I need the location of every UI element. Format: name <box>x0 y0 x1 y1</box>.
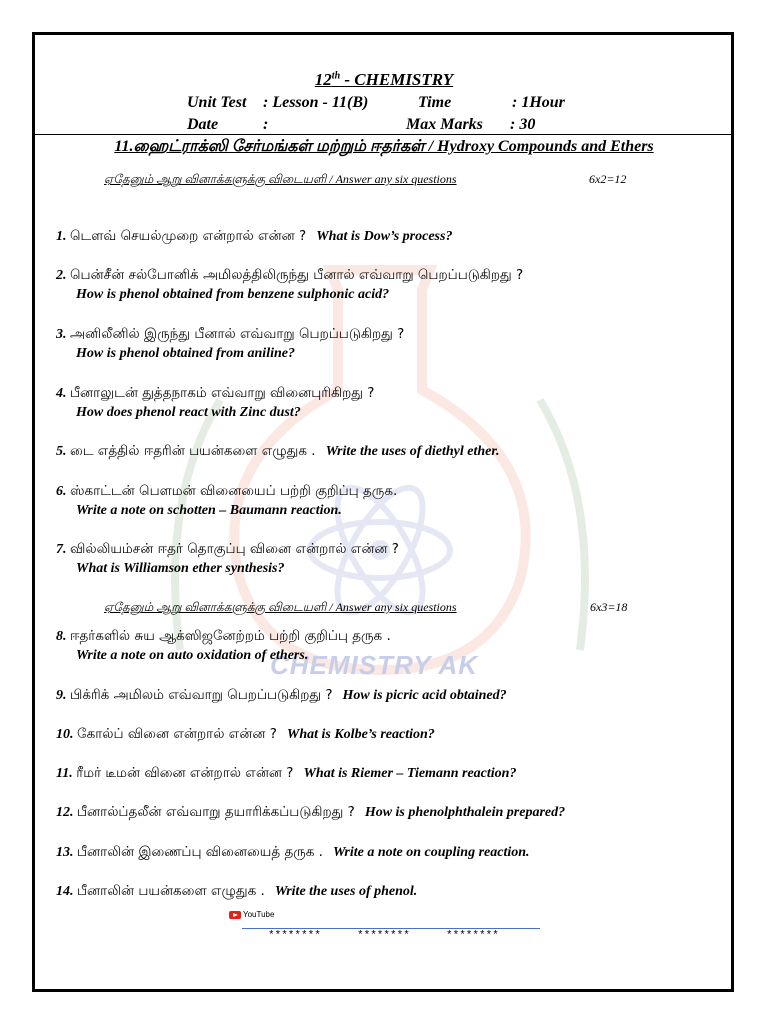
instruction-text: ஏதேனும் ஆறு வினாக்களுக்கு விடையளி / Answer any six questions <box>104 600 457 614</box>
max-marks-label: Max Marks <box>406 116 483 133</box>
instruction-text: ஏதேனும் ஆறு வினாக்களுக்கு விடையளி / Answer any six questions <box>104 172 457 186</box>
section-instruction-1 <box>104 172 457 188</box>
question-10: 10. கோல்ப் வினை என்றால் என்ன ? What is Kolbe’s reaction? <box>56 726 435 742</box>
max-marks-value: : 30 <box>510 116 536 133</box>
header-divider <box>35 134 731 135</box>
section-marks-1: 6x2=12 <box>589 172 627 186</box>
youtube-play-icon <box>229 911 241 919</box>
youtube-logo[interactable] <box>229 910 274 919</box>
unit-test-label: Unit Test <box>187 94 247 111</box>
question-8: 8. ஈதர்களில் சுய ஆக்ஸிஜனேற்றம் பற்றி குறிப்பு தருக . Write a note on auto oxidation of ethers. <box>56 628 391 663</box>
question-12: 12. பீனால்ப்தலீன் எவ்வாறு தயாரிக்கப்படுகிறது ? How is phenolphthalein prepared? <box>56 804 566 820</box>
end-stars-1: ******** <box>268 930 321 942</box>
question-14: 14. பீனாலின் பயன்களை எழுதுக . Write the uses of phenol. <box>56 883 418 899</box>
question-2: 2. பென்சீன் சல்போனிக் அமிலத்திலிருந்து பீனால் எவ்வாறு பெறப்படுகிறது ? How is phenol obtained from benzene sulphonic acid? <box>56 267 524 302</box>
question-5: 5. டை எத்தில் ஈதரின் பயன்களை எழுதுக . Write the uses of diethyl ether. <box>56 443 500 459</box>
time-label: Time <box>418 94 452 111</box>
question-4: 4. பீனாலுடன் துத்தநாகம் எவ்வாறு வினைபுரிகிறது ? How does phenol react with Zinc dust? <box>56 385 375 420</box>
question-9: 9. பிக்ரிக் அமிலம் எவ்வாறு பெறப்படுகிறது ? How is picric acid obtained? <box>56 687 507 703</box>
question-1: 1. டௌவ் செயல்முறை என்றால் என்ன ? What is Dow’s process? <box>56 228 453 244</box>
question-3: 3. அனிலீனில் இருந்து பீனால் எவ்வாறு பெறப்படுகிறது ? How is phenol obtained from aniline? <box>56 326 405 361</box>
unit-test-value: : Lesson - 11(B) <box>263 94 369 111</box>
date-label: Date <box>187 116 219 133</box>
section-marks-2: 6x3=18 <box>590 600 628 614</box>
end-stars-2: ******** <box>357 930 410 942</box>
end-divider <box>242 928 540 929</box>
time-value: : 1Hour <box>512 94 565 111</box>
section-instruction-2 <box>104 600 457 616</box>
question-7: 7. வில்லியம்சன் ஈதர் தொகுப்பு வினை என்றால் என்ன ? What is Williamson ether synthesis? <box>56 541 399 576</box>
question-11: 11. ரீமர் டீமன் வினை என்றால் என்ன ? What is Riemer – Tiemann reaction? <box>56 765 517 781</box>
page-title: 12th - CHEMISTRY <box>314 70 454 89</box>
youtube-label: YouTube <box>243 910 275 919</box>
question-13: 13. பீனாலின் இணைப்பு வினையைத் தருக . Write a note on coupling reaction. <box>56 844 530 860</box>
watermark-text: CHEMISTRY AK <box>270 650 478 680</box>
end-stars-3: ******** <box>446 930 499 942</box>
date-value: : <box>263 116 269 133</box>
lesson-title: 11.ஹைட்ராக்ஸி சேர்மங்கள் மற்றும் ஈதர்கள் / Hydroxy Compounds and Ethers <box>114 138 654 155</box>
question-6: 6. ஸ்காட்டன் பௌமன் வினையைப் பற்றி குறிப்பு தருக. Write a note on schotten – Baumann reaction. <box>56 483 398 518</box>
